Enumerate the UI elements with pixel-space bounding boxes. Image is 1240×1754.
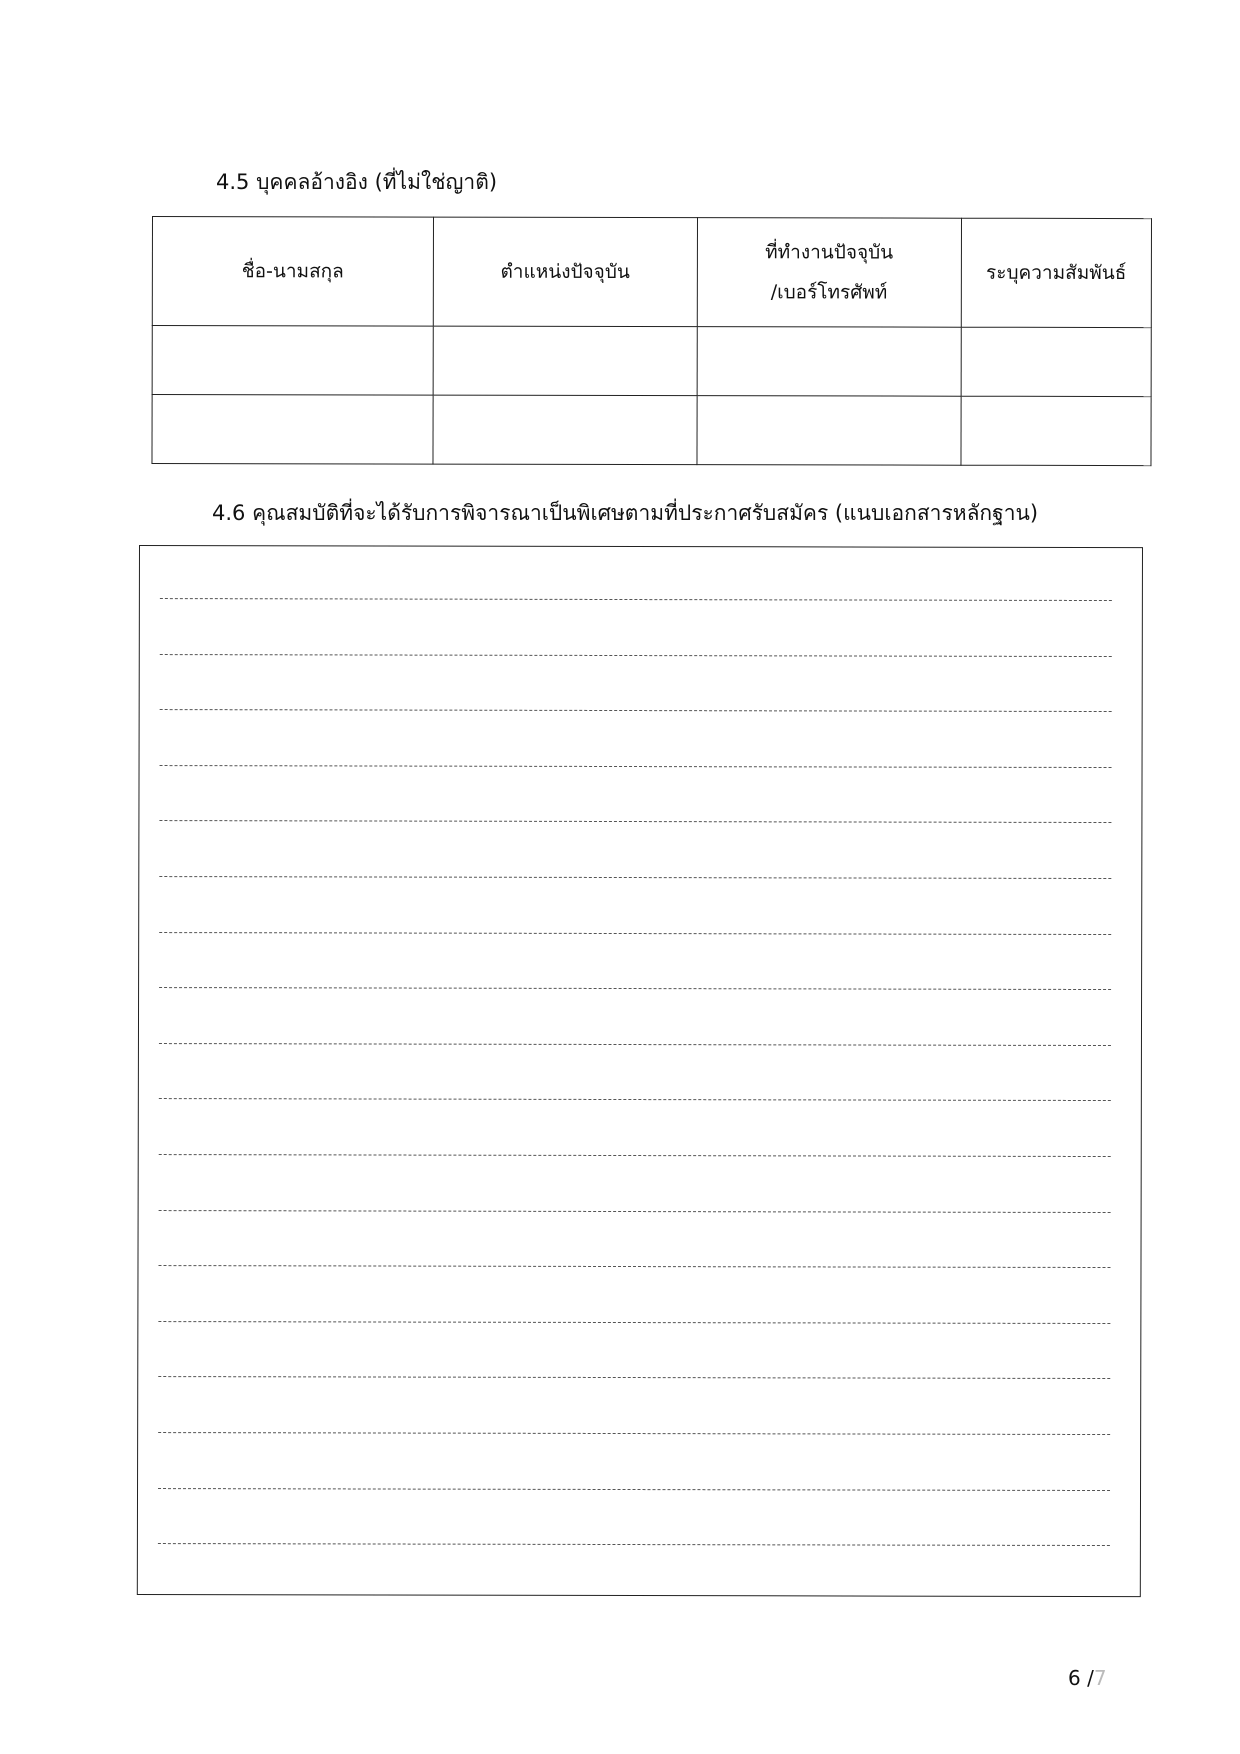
dotted-writing-line [160, 765, 1112, 768]
dotted-writing-line [159, 987, 1111, 990]
table-row [152, 395, 1151, 466]
table-header-row [152, 217, 1151, 328]
col-header-name: ชื่อ-นามสกุล [152, 217, 433, 327]
col-header-workplace [697, 218, 961, 328]
dotted-writing-line [159, 1154, 1111, 1157]
reference-table [151, 216, 1152, 466]
dotted-writing-line [160, 598, 1112, 601]
table-cell[interactable] [152, 326, 433, 396]
table-cell[interactable] [433, 326, 697, 396]
table-cell[interactable] [697, 327, 961, 397]
col-header-position: ตำแหน่งปัจจุบัน [433, 217, 697, 327]
section-4-5-title: 4.5 บุคคลอ้างอิง (ที่ไม่ใช่ญาติ) [216, 170, 498, 194]
table-cell[interactable] [697, 396, 961, 466]
dotted-writing-line [159, 1210, 1111, 1213]
col-header-workplace-line2: /เบอร์โทรศัพท์ [770, 281, 888, 304]
section-4-6-title: 4.6 คุณสมบัติที่จะได้รับการพิจารณาเป็นพิเศษตามที่ประกาศรับสมัคร (แนบเอกสารหลักฐาน) [212, 501, 1039, 525]
table-cell[interactable] [961, 327, 1151, 396]
page-current: 6 / [1068, 1666, 1094, 1690]
dotted-writing-line [159, 1043, 1111, 1046]
col-header-relationship: ระบุความสัมพันธ์ [961, 218, 1152, 327]
dotted-writing-line [158, 1543, 1110, 1546]
col-header-workplace-line1: ที่ทำงานปัจจุบัน [765, 241, 894, 264]
dotted-writing-line [160, 654, 1112, 657]
page-total: 7 [1093, 1666, 1107, 1690]
page-number [1068, 1666, 1107, 1690]
dotted-writing-line [158, 1488, 1110, 1491]
table-cell[interactable] [433, 395, 697, 465]
dotted-writing-line [160, 709, 1112, 712]
dotted-writing-line [159, 932, 1111, 935]
dotted-writing-line [159, 876, 1111, 879]
qualification-writing-box[interactable] [137, 545, 1143, 1597]
table-row [152, 326, 1151, 397]
table-cell[interactable] [152, 395, 433, 465]
dotted-writing-line [158, 1432, 1110, 1435]
dotted-writing-line [159, 1098, 1111, 1101]
dotted-writing-line [158, 1376, 1110, 1379]
dotted-writing-line [159, 820, 1111, 823]
table-cell[interactable] [961, 396, 1151, 465]
dotted-writing-line [158, 1265, 1110, 1268]
dotted-writing-line [158, 1321, 1110, 1324]
